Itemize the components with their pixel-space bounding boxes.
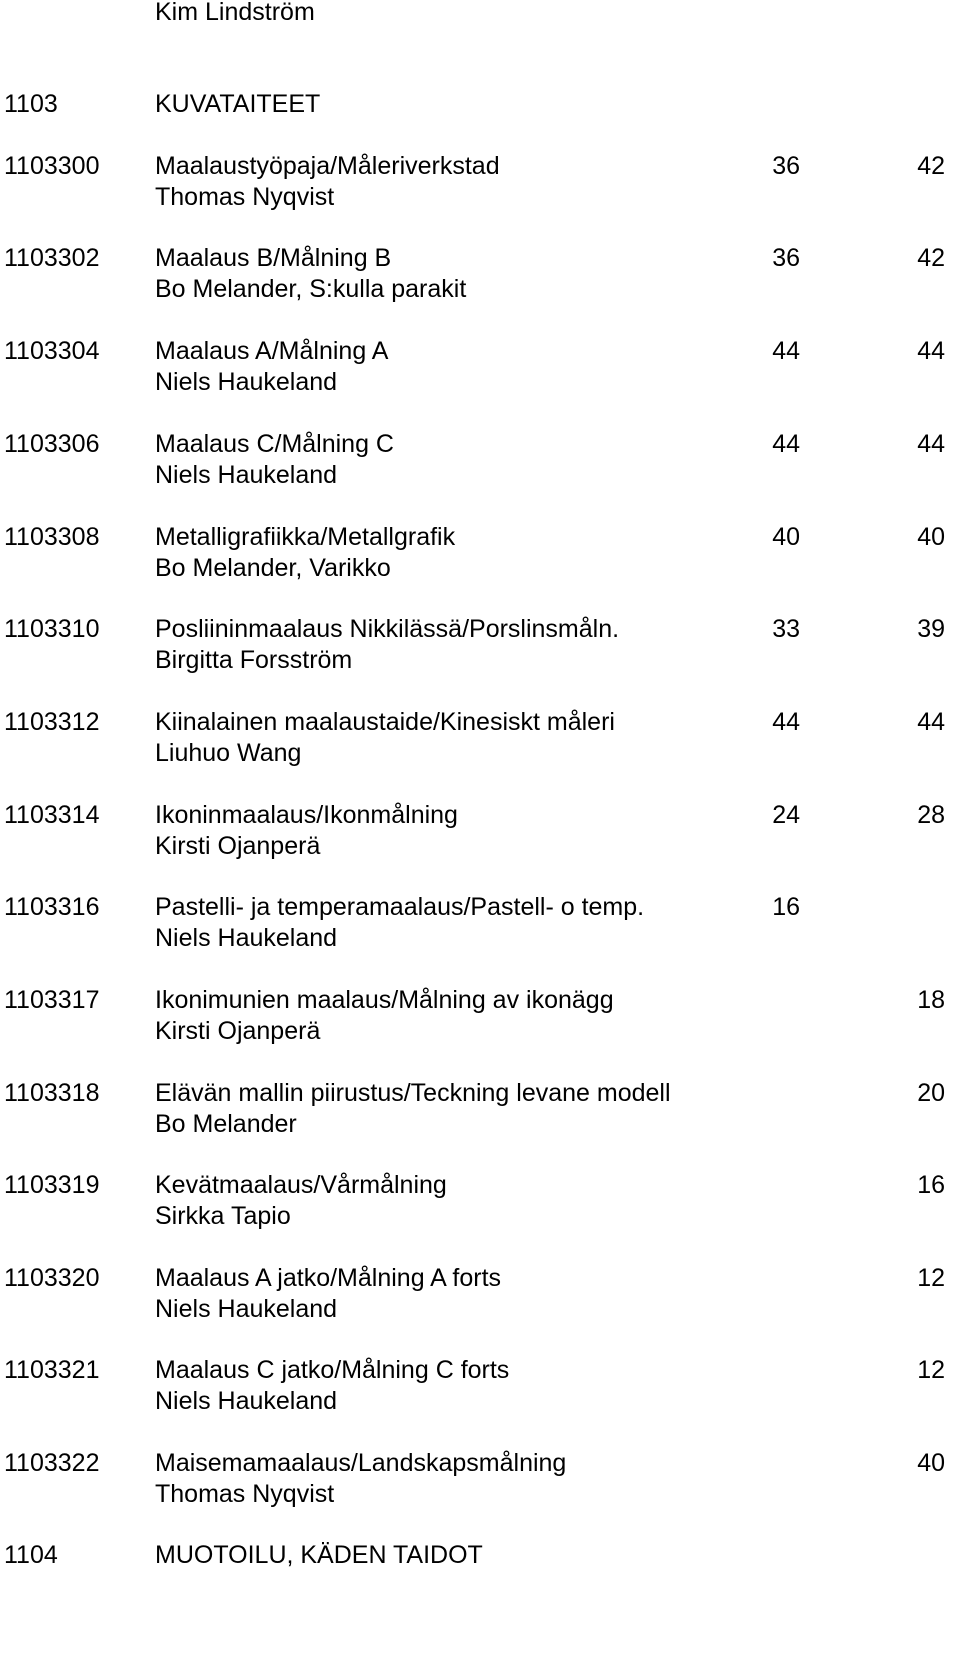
course-value-2: 39	[917, 615, 945, 643]
course-value-1: 24	[772, 801, 800, 829]
course-row	[0, 707, 960, 769]
section-code: 1103	[4, 90, 58, 118]
next-section-code: 1104	[4, 1541, 58, 1569]
course-name: Maalaus B/Målning B	[155, 244, 392, 272]
course-row	[0, 243, 960, 305]
course-value-2: 44	[917, 430, 945, 458]
course-row	[0, 800, 960, 862]
course-teacher: Birgitta Forsström	[155, 646, 353, 674]
course-row	[0, 1170, 960, 1232]
course-value-2: 28	[917, 801, 945, 829]
course-code: 1103300	[4, 152, 100, 180]
course-code: 1103322	[4, 1449, 100, 1477]
course-code: 1103320	[4, 1264, 100, 1292]
course-name: Maalaustyöpaja/Måleriverkstad	[155, 152, 500, 180]
course-code: 1103317	[4, 986, 100, 1014]
course-name: Posliininmaalaus Nikkilässä/Porslinsmåln.	[155, 615, 620, 643]
course-row	[0, 892, 960, 954]
course-name: Kevätmaalaus/Vårmålning	[155, 1171, 447, 1199]
course-code: 1103312	[4, 708, 100, 736]
course-row	[0, 336, 960, 398]
course-value-2: 42	[917, 152, 945, 180]
course-name: Ikonimunien maalaus/Målning av ikonägg	[155, 986, 614, 1014]
course-value-2: 18	[917, 986, 945, 1014]
course-code: 1103310	[4, 615, 100, 643]
course-teacher: Liuhuo Wang	[155, 739, 302, 767]
course-row	[0, 429, 960, 491]
course-value-2: 20	[917, 1079, 945, 1107]
course-teacher: Niels Haukeland	[155, 461, 338, 489]
course-value-1: 44	[772, 708, 800, 736]
course-value-2: 44	[917, 708, 945, 736]
course-value-2: 16	[917, 1171, 945, 1199]
course-teacher: Kirsti Ojanperä	[155, 832, 321, 860]
course-row	[0, 1448, 960, 1510]
course-value-1: 44	[772, 430, 800, 458]
course-teacher: Bo Melander	[155, 1110, 297, 1138]
header-teacher-name: Kim Lindström	[155, 0, 315, 26]
course-value-2: 40	[917, 523, 945, 551]
course-row	[0, 1078, 960, 1140]
course-value-2: 40	[917, 1449, 945, 1477]
course-teacher: Niels Haukeland	[155, 368, 338, 396]
course-name: Maalaus C/Målning C	[155, 430, 394, 458]
course-teacher: Niels Haukeland	[155, 1387, 338, 1415]
course-name: Maisemamaalaus/Landskapsmålning	[155, 1449, 567, 1477]
course-name: Metalligrafiikka/Metallgrafik	[155, 523, 456, 551]
course-value-1: 16	[772, 893, 800, 921]
course-teacher: Thomas Nyqvist	[155, 183, 335, 211]
section-title: KUVATAITEET	[155, 90, 321, 118]
next-section-title: MUOTOILU, KÄDEN TAIDOT	[155, 1541, 483, 1569]
course-value-2: 44	[917, 337, 945, 365]
course-code: 1103308	[4, 523, 100, 551]
course-code: 1103306	[4, 430, 100, 458]
course-value-2: 12	[917, 1356, 945, 1384]
course-value-1: 40	[772, 523, 800, 551]
course-name: Maalaus A jatko/Målning A forts	[155, 1264, 502, 1292]
course-code: 1103319	[4, 1171, 100, 1199]
course-row	[0, 522, 960, 584]
course-value-2: 12	[917, 1264, 945, 1292]
course-code: 1103321	[4, 1356, 100, 1384]
course-teacher: Bo Melander, Varikko	[155, 554, 391, 582]
course-teacher: Kirsti Ojanperä	[155, 1017, 321, 1045]
course-value-1: 36	[772, 152, 800, 180]
course-row	[0, 985, 960, 1047]
course-code: 1103304	[4, 337, 100, 365]
course-name: Ikoninmaalaus/Ikonmålning	[155, 801, 458, 829]
course-row	[0, 1355, 960, 1417]
course-code: 1103316	[4, 893, 100, 921]
course-code: 1103302	[4, 244, 100, 272]
course-row	[0, 1263, 960, 1325]
course-value-2: 42	[917, 244, 945, 272]
course-value-1: 33	[772, 615, 800, 643]
course-name: Kiinalainen maalaustaide/Kinesiskt måleri	[155, 708, 615, 736]
course-value-1: 36	[772, 244, 800, 272]
course-name: Pastelli- ja temperamaalaus/Pastell- o temp.	[155, 893, 645, 921]
course-teacher: Sirkka Tapio	[155, 1202, 291, 1230]
course-name: Maalaus A/Målning A	[155, 337, 389, 365]
course-teacher: Niels Haukeland	[155, 1295, 338, 1323]
course-code: 1103318	[4, 1079, 100, 1107]
course-value-1: 44	[772, 337, 800, 365]
course-teacher: Niels Haukeland	[155, 924, 338, 952]
course-teacher: Bo Melander, S:kulla parakit	[155, 275, 467, 303]
course-name: Elävän mallin piirustus/Teckning levane modell	[155, 1079, 671, 1107]
course-code: 1103314	[4, 801, 100, 829]
course-row	[0, 614, 960, 676]
course-row	[0, 151, 960, 213]
course-teacher: Thomas Nyqvist	[155, 1480, 335, 1508]
course-name: Maalaus C jatko/Målning C forts	[155, 1356, 510, 1384]
